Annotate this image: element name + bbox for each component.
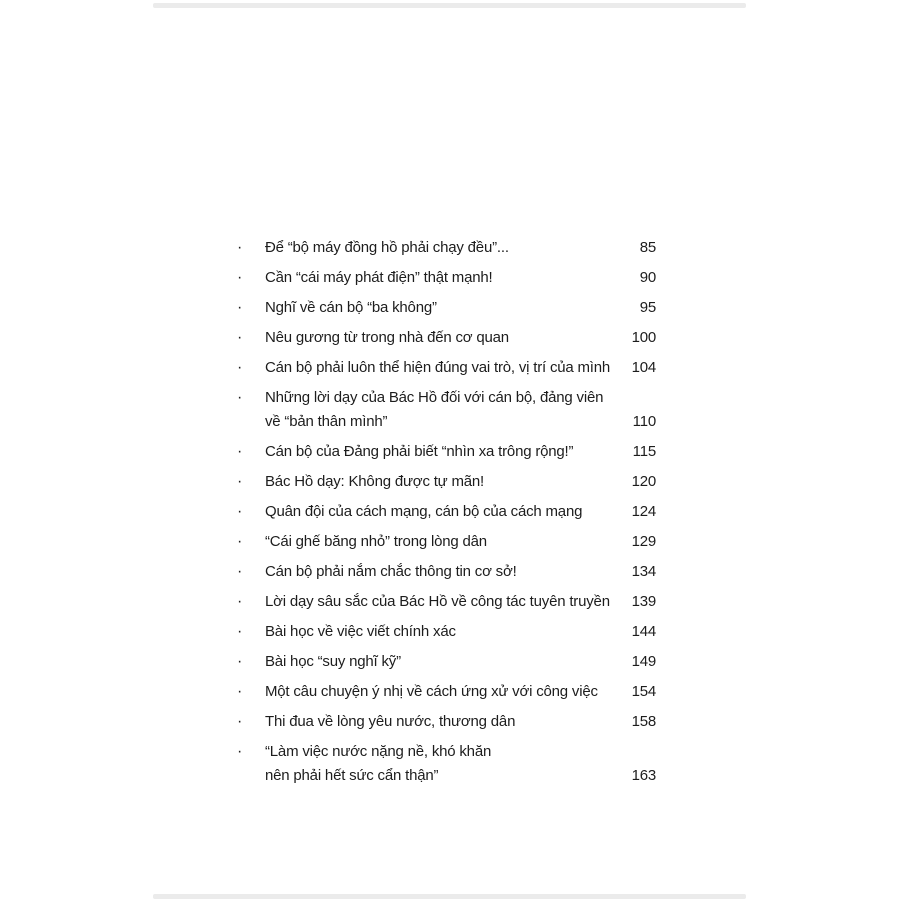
toc-entry [228, 236, 656, 260]
bullet-icon: · [237, 623, 243, 640]
toc-entry-title [265, 440, 625, 464]
bullet-icon: · [237, 593, 243, 610]
toc-entry-page: 124 [631, 503, 656, 520]
toc-entry [228, 440, 656, 464]
toc-entry-line: “Cái ghế băng nhỏ” trong lòng dân [265, 533, 487, 550]
toc-entry-page: 158 [631, 713, 656, 730]
toc-entry-title [265, 680, 624, 704]
toc-entry-title [265, 710, 624, 734]
toc-entry-title [265, 650, 624, 674]
toc-entry [228, 266, 656, 290]
toc-entry-title [265, 470, 624, 494]
bullet-icon: · [237, 713, 243, 730]
toc-entry-page: 144 [631, 623, 656, 640]
toc-entry-title [265, 236, 632, 260]
toc-entry [228, 356, 656, 380]
toc-entry-line: Để “bộ máy đồng hồ phải chạy đều”... [265, 239, 509, 256]
toc-entry-line: Bác Hồ dạy: Không được tự mãn! [265, 473, 485, 490]
toc-entry-line: nên phải hết sức cẩn thận” [265, 767, 439, 784]
toc-entry-page: 154 [631, 683, 656, 700]
toc-entry-page: 90 [639, 269, 656, 286]
toc-entry [228, 740, 656, 788]
toc-entry-line: về “bản thân mình” [265, 413, 388, 430]
toc-entry-page: 115 [632, 443, 656, 460]
bullet-icon: · [237, 743, 243, 760]
toc-entry [228, 530, 656, 554]
bullet-icon: · [237, 443, 243, 460]
toc-entry-line: Quân đội của cách mạng, cán bộ của cách mạng [265, 503, 583, 520]
bullet-icon: · [237, 683, 243, 700]
toc-entry-page: 104 [631, 359, 656, 376]
toc-entry-title [265, 500, 624, 524]
bottom-rule-divider [153, 894, 746, 899]
toc-entry-title [265, 326, 624, 350]
bullet-icon: · [237, 473, 243, 490]
toc-entry-page: 100 [631, 329, 656, 346]
top-rule-divider [153, 3, 746, 8]
toc-entry [228, 326, 656, 350]
bullet-icon: · [237, 239, 243, 256]
toc-entry-line: Cần “cái máy phát điện” thật mạnh! [265, 269, 493, 286]
bullet-icon: · [237, 359, 243, 376]
bullet-icon: · [237, 533, 243, 550]
toc-entry-title [265, 590, 624, 614]
toc-entry [228, 500, 656, 524]
toc-entry-line: Lời dạy sâu sắc của Bác Hồ về công tác tuyên truyền [265, 593, 610, 610]
toc-entry [228, 296, 656, 320]
toc-entry [228, 680, 656, 704]
toc-entry [228, 620, 656, 644]
toc-entry-page: 163 [631, 767, 656, 784]
toc-entry-line: Cán bộ của Đảng phải biết “nhìn xa trông rộng!” [265, 443, 574, 460]
toc-entry-page: 134 [631, 563, 656, 580]
toc-entry-line: Nghĩ về cán bộ “ba không” [265, 299, 437, 316]
toc-entry-title [265, 740, 624, 788]
toc-entry [228, 386, 656, 434]
toc-entry-page: 95 [639, 299, 656, 316]
toc-entry-line: Bài học về việc viết chính xác [265, 623, 456, 640]
toc-entry-line: Bài học “suy nghĩ kỹ” [265, 653, 401, 670]
toc-entry [228, 470, 656, 494]
toc-entry-title [265, 356, 624, 380]
toc-entry-line: “Làm việc nước nặng nề, khó khăn [265, 743, 492, 760]
toc-entry-page: 85 [639, 239, 656, 256]
toc-entry-line: Nêu gương từ trong nhà đến cơ quan [265, 329, 509, 346]
toc-entry-page: 129 [631, 533, 656, 550]
toc-entry-line: Những lời dạy của Bác Hồ đối với cán bộ, đảng viên [265, 389, 604, 406]
toc-entry-line: Cán bộ phải luôn thể hiện đúng vai trò, vị trí của mình [265, 359, 611, 376]
toc-entry-line: Thi đua về lòng yêu nước, thương dân [265, 713, 516, 730]
toc-entry-line: Cán bộ phải nắm chắc thông tin cơ sở! [265, 563, 517, 580]
bullet-icon: · [237, 653, 243, 670]
toc-entry-title [265, 560, 624, 584]
toc-entry-title [265, 386, 625, 434]
bullet-icon: · [237, 329, 243, 346]
bullet-icon: · [237, 269, 243, 286]
toc-entry-page: 110 [632, 413, 656, 430]
toc-entry-title [265, 530, 624, 554]
toc-entry-title [265, 296, 632, 320]
toc-entry-page: 139 [631, 593, 656, 610]
bullet-icon: · [237, 299, 243, 316]
toc-entry-page: 149 [631, 653, 656, 670]
bullet-icon: · [237, 389, 243, 406]
toc-entry [228, 590, 656, 614]
toc-entry-page: 120 [631, 473, 656, 490]
bullet-icon: · [237, 503, 243, 520]
toc-entry [228, 560, 656, 584]
toc-entry [228, 650, 656, 674]
toc-entry-title [265, 266, 632, 290]
toc-entry-line: Một câu chuyện ý nhị về cách ứng xử với công việc [265, 683, 598, 700]
toc-entry [228, 710, 656, 734]
table-of-contents [228, 236, 656, 794]
toc-entry-title [265, 620, 624, 644]
bullet-icon: · [237, 563, 243, 580]
